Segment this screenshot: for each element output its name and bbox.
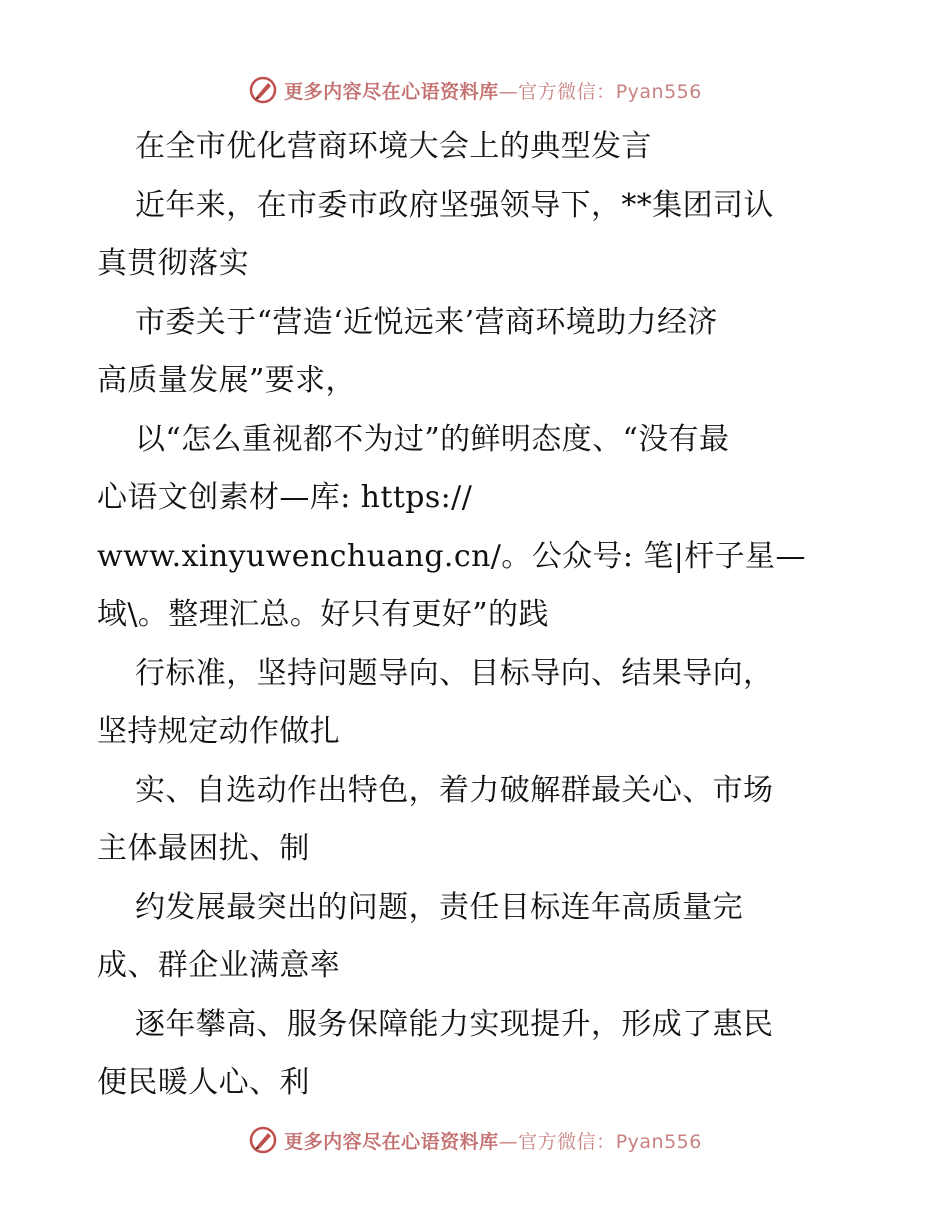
text-line: www.xinyuwenchuang.cn/。公众号: 笔|杆子星— (97, 538, 806, 574)
text-line: 主体最困扰、制 (97, 831, 310, 866)
text-line: 便民暖人心、利 (97, 1065, 310, 1100)
text-line: 近年来，在市委市政府坚强领导下，**集团司认 (135, 187, 774, 223)
text-line: 逐年攀高、服务保障能力实现提升，形成了惠民 (135, 1006, 774, 1042)
document-body (97, 118, 857, 1113)
text-line: 以“怎么重视都不为过”的鲜明态度、“没有最 (135, 421, 730, 457)
banner-wechat-id: Pyan556 (615, 80, 702, 103)
text-line: 坚持规定动作做扎 (97, 714, 341, 749)
pen-logo-icon (248, 1125, 278, 1155)
banner-dash: — (498, 80, 519, 103)
text-line: 市委关于“营造‘近悦远来’营商环境助力经济 (135, 304, 718, 340)
banner-site-name: 更多内容尽在心语资料库 (284, 1130, 499, 1153)
banner-wechat-id: Pyan556 (615, 1130, 702, 1153)
banner-site-name: 更多内容尽在心语资料库 (284, 80, 499, 103)
banner-dash: — (498, 1130, 519, 1153)
text-line: 实、自选动作出特色，着力破解群最关心、市场 (135, 772, 774, 808)
text-line: 高质量发展”要求， (97, 363, 356, 398)
header-watermark-banner (0, 70, 950, 110)
text-line: 行标准，坚持问题导向、目标导向、结果导向， (135, 655, 774, 691)
document-title: 在全市优化营商环境大会上的典型发言 (135, 129, 652, 164)
banner-wechat-label: 官方微信： (518, 1130, 616, 1153)
pen-logo-icon (248, 75, 278, 105)
text-line: 成、群企业满意率 (97, 948, 341, 983)
banner-wechat-label: 官方微信： (518, 80, 616, 103)
banner-text (284, 77, 702, 104)
banner-text (284, 1127, 702, 1154)
text-line: 心语文创素材—库: https:// (97, 480, 473, 515)
text-line: 约发展最突出的问题，责任目标连年高质量完 (135, 889, 743, 925)
footer-watermark-banner (0, 1120, 950, 1160)
text-line: 真贯彻落实 (97, 246, 249, 281)
text-line: 域\。整理汇总。好只有更好”的践 (97, 597, 549, 632)
